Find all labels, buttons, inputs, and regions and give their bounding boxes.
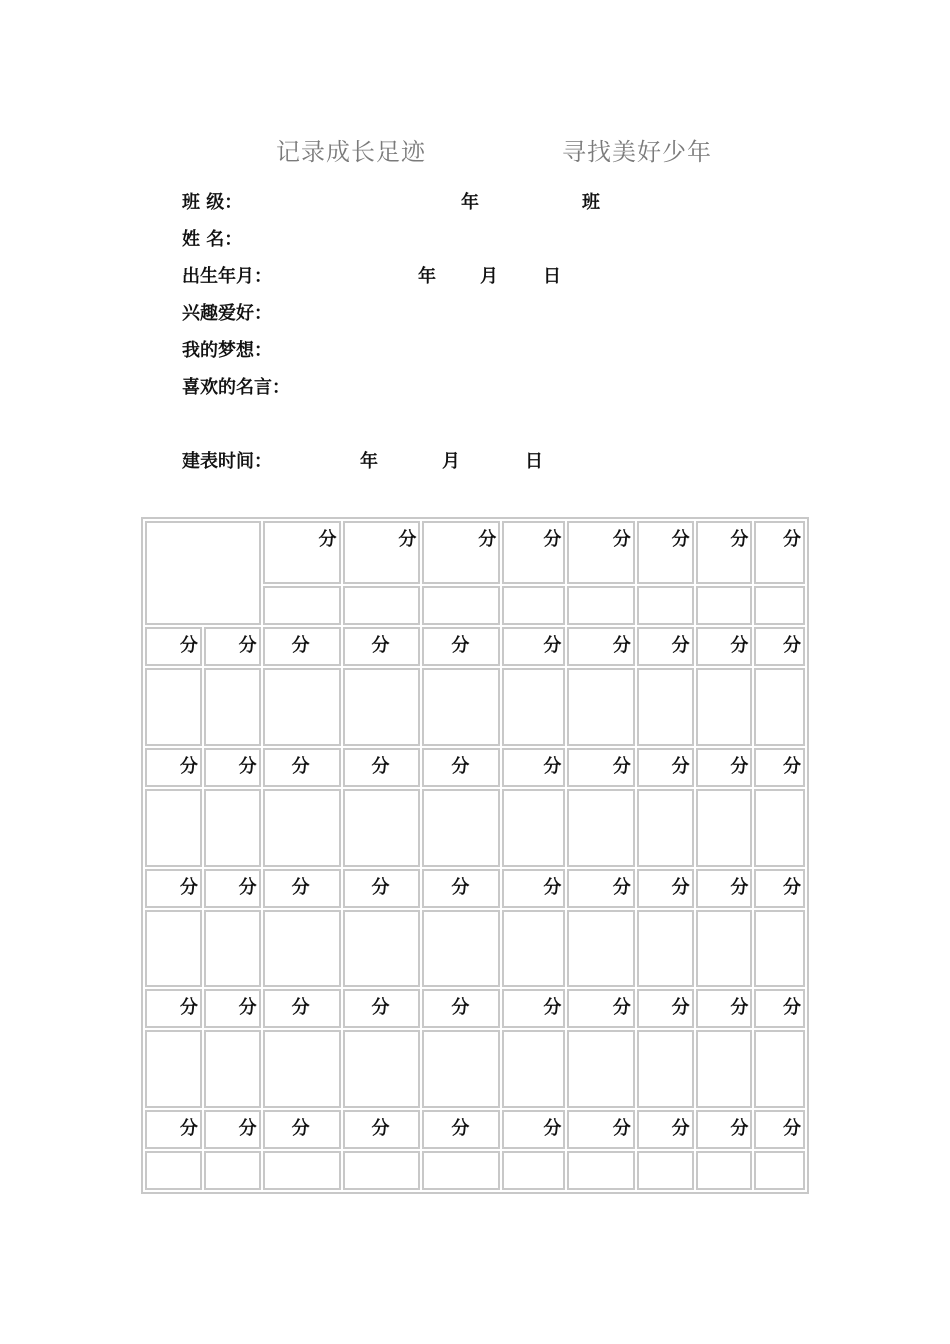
birth-day-label: 日 [543, 266, 561, 287]
blank-cell[interactable] [422, 910, 500, 988]
unit-label: 分 [543, 876, 562, 898]
unit-label: 分 [543, 635, 562, 657]
birth-label: 出生年月： [182, 266, 272, 287]
blank-cell[interactable] [145, 1151, 202, 1190]
class-label: 班 级： [182, 192, 243, 213]
score-cell[interactable] [145, 748, 202, 787]
score-cell[interactable] [263, 1110, 341, 1149]
blank-cell[interactable] [754, 789, 805, 867]
score-row [145, 1110, 805, 1149]
score-cell[interactable] [422, 869, 500, 908]
unit-label: 分 [612, 1118, 631, 1140]
unit-label: 分 [179, 635, 198, 657]
unit-label: 分 [179, 756, 198, 778]
unit-label: 分 [783, 876, 801, 898]
header-score-cell[interactable] [343, 521, 421, 584]
unit-label: 分 [671, 635, 690, 657]
created-year-label: 年 [360, 451, 378, 472]
blank-cell[interactable] [263, 1030, 341, 1108]
unit-label: 分 [451, 756, 470, 778]
dream-label: 我的梦想： [182, 340, 272, 361]
header-blank-cell[interactable] [696, 586, 753, 625]
blank-row [145, 910, 805, 988]
score-cell[interactable] [145, 1110, 202, 1149]
corner-cell [145, 521, 261, 625]
blank-cell[interactable] [696, 789, 753, 867]
blank-cell[interactable] [422, 668, 500, 746]
blank-row [145, 668, 805, 746]
unit-label: 分 [612, 529, 631, 550]
unit-label: 分 [612, 876, 631, 898]
blank-cell[interactable] [696, 910, 753, 988]
score-cell[interactable] [343, 627, 421, 666]
score-cell[interactable] [204, 748, 261, 787]
unit-label: 分 [451, 876, 470, 898]
score-cell[interactable] [637, 1110, 694, 1149]
unit-label: 分 [451, 635, 470, 657]
blank-cell[interactable] [204, 910, 261, 988]
unit-label: 分 [371, 1118, 390, 1140]
blank-cell[interactable] [145, 910, 202, 988]
blank-cell[interactable] [343, 789, 421, 867]
blank-cell[interactable] [637, 1030, 694, 1108]
blank-cell[interactable] [754, 910, 805, 988]
header-score-cell[interactable] [637, 521, 694, 584]
unit-label: 分 [612, 997, 631, 1019]
unit-label: 分 [671, 529, 690, 550]
header-score-cell[interactable] [263, 521, 341, 584]
score-cell[interactable] [145, 989, 202, 1028]
score-cell[interactable] [637, 627, 694, 666]
unit-label: 分 [783, 1118, 801, 1140]
blank-row [145, 789, 805, 867]
name-label: 姓 名： [182, 229, 243, 250]
score-cell[interactable] [754, 869, 805, 908]
unit-label: 分 [291, 635, 310, 657]
score-cell[interactable] [567, 627, 634, 666]
header-score-cell[interactable] [696, 521, 753, 584]
header-blank-cell[interactable] [754, 586, 805, 625]
blank-cell[interactable] [145, 1030, 202, 1108]
blank-cell[interactable] [343, 1151, 421, 1190]
header-score-cell[interactable] [567, 521, 634, 584]
score-cell[interactable] [422, 989, 500, 1028]
unit-label: 分 [730, 635, 749, 657]
score-cell[interactable] [343, 989, 421, 1028]
score-cell[interactable] [696, 748, 753, 787]
unit-label: 分 [291, 997, 310, 1019]
unit-label: 分 [612, 756, 631, 778]
unit-label: 分 [179, 1118, 198, 1140]
unit-label: 分 [730, 997, 749, 1019]
header-score-cell[interactable] [754, 521, 805, 584]
score-cell[interactable] [754, 748, 805, 787]
blank-cell[interactable] [754, 1030, 805, 1108]
score-cell[interactable] [422, 1110, 500, 1149]
score-cell[interactable] [567, 989, 634, 1028]
birth-month-label: 月 [480, 266, 498, 287]
blank-cell[interactable] [637, 668, 694, 746]
unit-label: 分 [238, 876, 257, 898]
unit-label: 分 [291, 1118, 310, 1140]
blank-cell[interactable] [567, 1030, 634, 1108]
unit-label: 分 [371, 756, 390, 778]
unit-label: 分 [371, 876, 390, 898]
blank-cell[interactable] [204, 668, 261, 746]
unit-label: 分 [398, 529, 417, 550]
score-cell[interactable] [263, 627, 341, 666]
score-cell[interactable] [567, 1110, 634, 1149]
blank-cell[interactable] [502, 1030, 565, 1108]
motto-label: 喜欢的名言： [182, 377, 290, 398]
heading-left: 记录成长足迹 [276, 138, 426, 166]
score-cell[interactable] [343, 869, 421, 908]
unit-label: 分 [671, 1118, 690, 1140]
score-cell[interactable] [204, 989, 261, 1028]
blank-cell[interactable] [502, 789, 565, 867]
blank-cell[interactable] [567, 910, 634, 988]
blank-cell[interactable] [343, 1030, 421, 1108]
unit-label: 分 [451, 1118, 470, 1140]
unit-label: 分 [783, 756, 801, 778]
header-blank-cell[interactable] [502, 586, 565, 625]
created-label: 建表时间： [182, 451, 272, 472]
unit-label: 分 [543, 756, 562, 778]
blank-cell[interactable] [145, 789, 202, 867]
score-cell[interactable] [567, 869, 634, 908]
score-cell[interactable] [754, 627, 805, 666]
blank-cell[interactable] [204, 1030, 261, 1108]
blank-cell[interactable] [754, 1151, 805, 1190]
score-cell[interactable] [263, 748, 341, 787]
score-grid [141, 517, 809, 1194]
score-cell[interactable] [696, 1110, 753, 1149]
score-cell[interactable] [502, 869, 565, 908]
score-cell[interactable] [754, 989, 805, 1028]
blank-cell[interactable] [343, 910, 421, 988]
unit-label: 分 [451, 997, 470, 1019]
heading-right: 寻找美好少年 [562, 138, 712, 166]
blank-cell[interactable] [502, 668, 565, 746]
unit-label: 分 [318, 529, 337, 550]
unit-label: 分 [671, 997, 690, 1019]
blank-cell[interactable] [696, 1030, 753, 1108]
blank-cell[interactable] [567, 668, 634, 746]
score-cell[interactable] [696, 627, 753, 666]
unit-label: 分 [291, 756, 310, 778]
unit-label: 分 [371, 635, 390, 657]
unit-label: 分 [371, 997, 390, 1019]
score-row [145, 989, 805, 1028]
blank-cell[interactable] [263, 1151, 341, 1190]
header-blank-cell[interactable] [567, 586, 634, 625]
score-cell[interactable] [145, 869, 202, 908]
score-cell[interactable] [204, 627, 261, 666]
score-cell[interactable] [502, 989, 565, 1028]
score-cell[interactable] [502, 1110, 565, 1149]
blank-row [145, 1151, 805, 1190]
unit-label: 分 [478, 529, 497, 550]
unit-label: 分 [179, 997, 198, 1019]
header-blank-cell[interactable] [343, 586, 421, 625]
blank-cell[interactable] [567, 1151, 634, 1190]
blank-cell[interactable] [696, 668, 753, 746]
hobby-label: 兴趣爱好： [182, 303, 272, 324]
class-year-label: 年 [461, 192, 479, 213]
score-cell[interactable] [343, 748, 421, 787]
score-row [145, 627, 805, 666]
unit-label: 分 [291, 876, 310, 898]
blank-cell[interactable] [204, 789, 261, 867]
created-day-label: 日 [525, 451, 543, 472]
unit-label: 分 [179, 876, 198, 898]
score-cell[interactable] [637, 869, 694, 908]
score-cell[interactable] [422, 627, 500, 666]
unit-label: 分 [238, 997, 257, 1019]
unit-label: 分 [238, 635, 257, 657]
header-blank-cell[interactable] [263, 586, 341, 625]
score-cell[interactable] [696, 869, 753, 908]
blank-cell[interactable] [422, 789, 500, 867]
score-row [145, 748, 805, 787]
score-cell[interactable] [263, 869, 341, 908]
unit-label: 分 [612, 635, 631, 657]
unit-label: 分 [543, 529, 562, 550]
unit-label: 分 [238, 1118, 257, 1140]
score-cell[interactable] [422, 748, 500, 787]
header-blank-cell[interactable] [422, 586, 500, 625]
score-cell[interactable] [637, 748, 694, 787]
blank-cell[interactable] [422, 1030, 500, 1108]
unit-label: 分 [783, 997, 801, 1019]
unit-label: 分 [783, 635, 801, 657]
blank-cell[interactable] [754, 668, 805, 746]
unit-label: 分 [543, 1118, 562, 1140]
unit-label: 分 [671, 876, 690, 898]
blank-cell[interactable] [263, 789, 341, 867]
score-cell[interactable] [502, 627, 565, 666]
score-row [145, 869, 805, 908]
blank-cell[interactable] [502, 910, 565, 988]
unit-label: 分 [730, 876, 749, 898]
unit-label: 分 [238, 756, 257, 778]
unit-label: 分 [730, 529, 749, 550]
blank-row [145, 1030, 805, 1108]
score-cell[interactable] [754, 1110, 805, 1149]
blank-cell[interactable] [567, 789, 634, 867]
score-cell[interactable] [502, 748, 565, 787]
score-cell[interactable] [567, 748, 634, 787]
blank-cell[interactable] [343, 668, 421, 746]
score-cell[interactable] [145, 627, 202, 666]
blank-cell[interactable] [696, 1151, 753, 1190]
class-unit-label: 班 [582, 192, 600, 213]
unit-label: 分 [671, 756, 690, 778]
unit-label: 分 [730, 1118, 749, 1140]
unit-label: 分 [783, 529, 801, 550]
score-cell[interactable] [263, 989, 341, 1028]
birth-year-label: 年 [418, 266, 436, 287]
blank-cell[interactable] [637, 789, 694, 867]
score-cell[interactable] [343, 1110, 421, 1149]
blank-cell[interactable] [204, 1151, 261, 1190]
header-score-row [145, 521, 805, 584]
blank-cell[interactable] [637, 910, 694, 988]
blank-cell[interactable] [263, 910, 341, 988]
created-month-label: 月 [442, 451, 460, 472]
unit-label: 分 [730, 756, 749, 778]
blank-cell[interactable] [145, 668, 202, 746]
unit-label: 分 [543, 997, 562, 1019]
blank-cell[interactable] [637, 1151, 694, 1190]
header-score-cell[interactable] [422, 521, 500, 584]
score-cell[interactable] [204, 869, 261, 908]
blank-cell[interactable] [263, 668, 341, 746]
header-blank-cell[interactable] [637, 586, 694, 625]
score-cell[interactable] [696, 989, 753, 1028]
score-cell[interactable] [204, 1110, 261, 1149]
header-score-cell[interactable] [502, 521, 565, 584]
blank-cell[interactable] [502, 1151, 565, 1190]
blank-cell[interactable] [422, 1151, 500, 1190]
score-cell[interactable] [637, 989, 694, 1028]
